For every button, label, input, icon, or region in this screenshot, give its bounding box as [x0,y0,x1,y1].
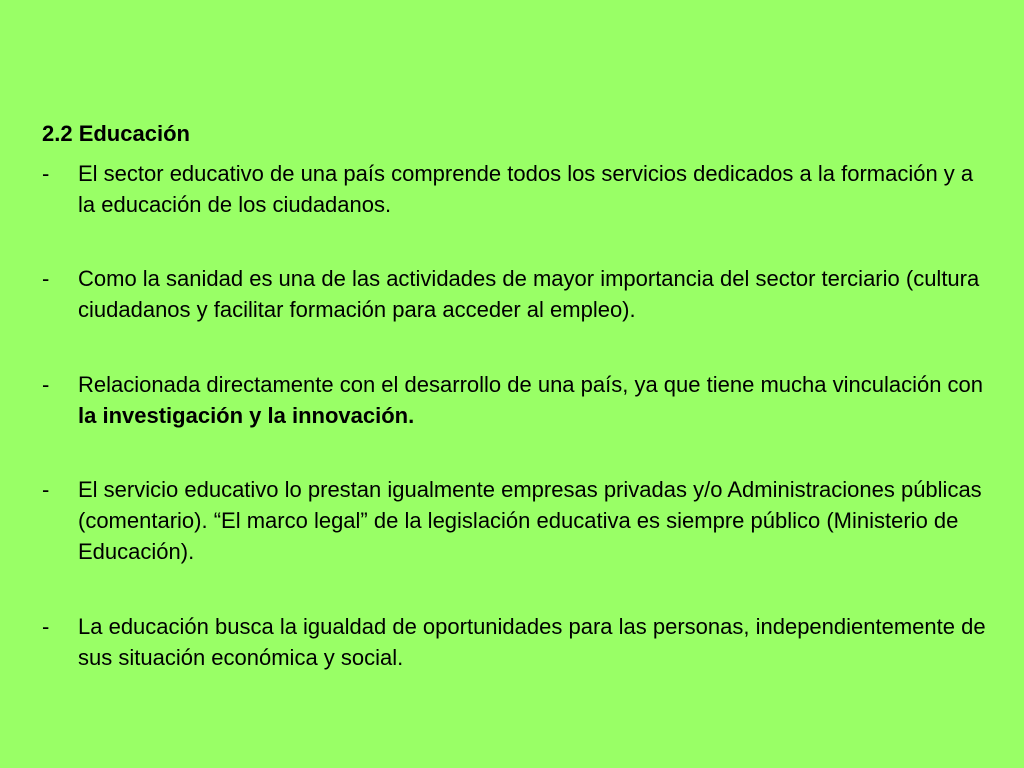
bullet-text: La educación busca la igualdad de oportunidades para las personas, independientemente de sus situación económica y social. [78,614,986,670]
bullet-item-servicio-educativo [42,474,992,567]
bullet-dash: - [42,614,50,639]
bullet-text: El sector educativo de una país comprende todos los servicios dedicados a la formación y a la educación de los ciudadanos. [78,161,974,217]
bullet-item-desarrollo [42,369,992,431]
bullet-dash: - [42,477,50,502]
bullet-text: Relacionada directamente con el desarrollo de una país, ya que tiene mucha vinculación con [78,372,984,397]
bullet-dash: - [42,266,50,291]
bullet-text: Como la sanidad es una de las actividades de mayor importancia del sector terciario (cultura ciudadanos y facilitar formación para acceder al empleo). [78,266,980,322]
bullet-text: El servicio educativo lo prestan igualmente empresas privadas y/o Administraciones públicas (comentario). “El marco legal” de la legislación educativa es siempre público (Ministerio de Educación). [78,477,982,564]
bullet-text-bold: la investigación y la innovación. [78,403,415,428]
bullet-dash: - [42,161,50,186]
bullet-list [42,158,992,715]
slide-title: 2.2 Educación [42,121,190,146]
bullet-item-sanidad [42,263,992,325]
bullet-dash: - [42,372,50,397]
bullet-item-igualdad [42,611,992,673]
bullet-item-sector-educativo [42,158,992,220]
